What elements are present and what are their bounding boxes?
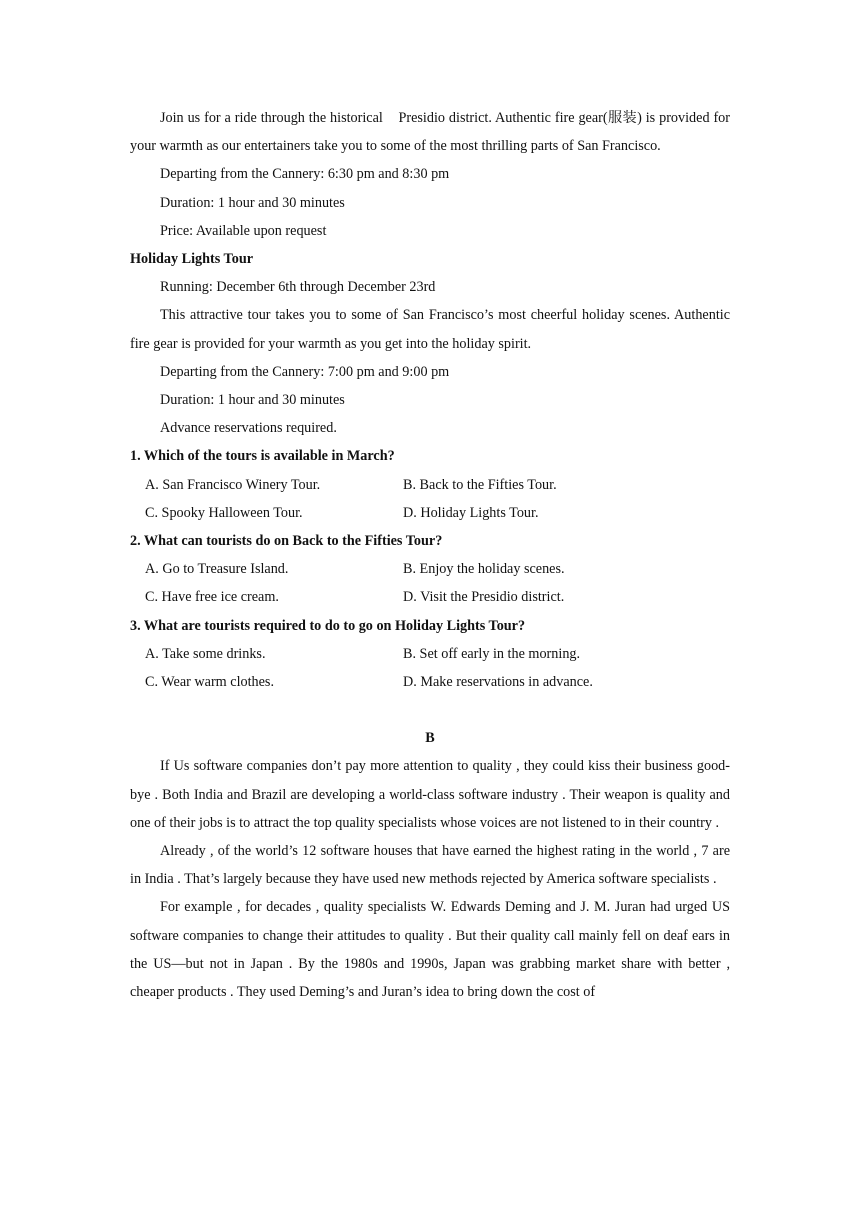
option-b: B. Set off early in the morning. xyxy=(403,645,581,662)
section-b-paragraph-1: If Us software companies don’t pay more attention to quality , they could kiss their business good-bye . Both India and Brazil are developing a world-class software industry . Their weapon is quality and one of their jobs is to attract the top quality specialists whose voices are not listened to in their country . xyxy=(130,758,730,831)
question-text: 1. Which of the tours is available in March? xyxy=(130,448,395,465)
section-spacer xyxy=(130,696,730,724)
question-2 xyxy=(130,527,730,612)
section-b-paragraph-2: Already , of the world’s 12 software houses that have earned the highest rating in the world , 7 are in India . That’s largely because they have used new methods rejected by America software specialists . xyxy=(130,843,730,888)
option-b: B. Back to the Fifties Tour. xyxy=(403,476,557,493)
tour-intro-paragraph: Join us for a ride through the historical Presidio district. Authentic fire gear(服装) is provided for your warmth as our entertainers take you to some of the most thrilling parts of San Francisco. xyxy=(130,110,730,155)
tour-duration: Duration: 1 hour and 30 minutes xyxy=(160,194,345,211)
option-c: C. Spooky Halloween Tour. xyxy=(145,504,303,521)
holiday-tour-description: This attractive tour takes you to some of San Francisco’s most cheerful holiday scenes. Authentic fire gear is provided for your warmth as you get into the holiday spirit. xyxy=(130,307,730,352)
option-d: D. Holiday Lights Tour. xyxy=(403,504,539,521)
option-c: C. Wear warm clothes. xyxy=(145,674,275,691)
holiday-tour-title: Holiday Lights Tour xyxy=(130,251,254,268)
tour-departure: Departing from the Cannery: 6:30 pm and 8:30 pm xyxy=(160,166,450,183)
holiday-tour-running: Running: December 6th through December 23rd xyxy=(160,279,436,296)
question-text: 3. What are tourists required to do to go on Holiday Lights Tour? xyxy=(130,617,526,634)
section-b-heading: B xyxy=(425,730,435,747)
question-1 xyxy=(130,442,730,527)
tour-price: Price: Available upon request xyxy=(160,222,327,239)
option-d: D. Visit the Presidio district. xyxy=(403,589,565,606)
section-b-paragraph-3: For example , for decades , quality specialists W. Edwards Deming and J. M. Juran had urged US software companies to change their attitudes to quality . But their quality call mainly fell on deaf ears in the US—but not in Japan . By the 1980s and 1990s, Japan was grabbing market share with better , cheaper products . They used Deming’s and Juran’s idea to bring down the cost of xyxy=(130,899,730,1001)
option-a: A. Go to Treasure Island. xyxy=(145,561,289,578)
question-text: 2. What can tourists do on Back to the Fifties Tour? xyxy=(130,533,443,550)
question-3 xyxy=(130,612,730,697)
option-d: D. Make reservations in advance. xyxy=(403,674,593,691)
holiday-tour-reservation: Advance reservations required. xyxy=(160,420,337,437)
option-b: B. Enjoy the holiday scenes. xyxy=(403,561,565,578)
document-page xyxy=(130,104,730,1006)
holiday-tour-departure: Departing from the Cannery: 7:00 pm and 9:00 pm xyxy=(160,363,450,380)
option-c: C. Have free ice cream. xyxy=(145,589,279,606)
option-a: A. Take some drinks. xyxy=(145,645,266,662)
holiday-tour-duration: Duration: 1 hour and 30 minutes xyxy=(160,392,345,409)
option-a: A. San Francisco Winery Tour. xyxy=(145,476,321,493)
